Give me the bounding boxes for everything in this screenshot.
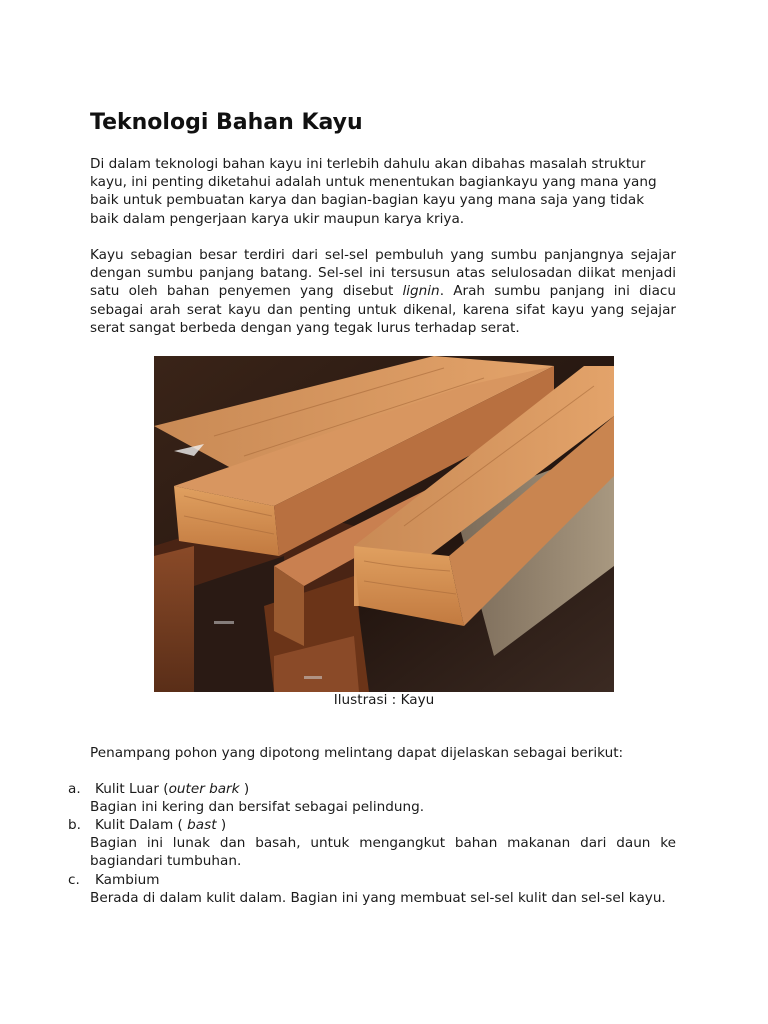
list-label-italic: bast	[187, 817, 217, 833]
page-title: Teknologi Bahan Kayu	[90, 110, 363, 135]
lignin-term: lignin	[402, 283, 440, 300]
list-label: Kulit Dalam (	[95, 817, 188, 833]
list-label: Kambium	[95, 872, 160, 888]
image-caption: Ilustrasi : Kayu	[333, 692, 435, 708]
list-item-description: Berada di dalam kulit dalam. Bagian ini yang membuat sel-sel kulit dan sel-sel kayu.	[90, 890, 666, 906]
list-item	[68, 816, 676, 834]
cross-section-intro: Penampang pohon yang dipotong melintang dapat dijelaskan sebagai berikut:	[90, 745, 624, 761]
list-label-italic: outer bark	[168, 781, 240, 797]
list-label: Kulit Luar (	[95, 781, 169, 797]
wood-structure-paragraph	[90, 246, 676, 337]
list-label-end: )	[216, 817, 227, 833]
list-label-end: )	[239, 781, 250, 797]
list-item-description: Bagian ini lunak dan basah, untuk mengangkut bahan makanan dari daun ke bagiandari tumbuhan.	[90, 835, 676, 870]
list-marker: a.	[68, 781, 81, 797]
list-item	[68, 871, 676, 889]
list-item	[68, 780, 676, 798]
paragraph-text-end: . Arah sumbu panjang ini diacu sebagai arah serat kayu dan penting untuk dikenal, karena sifat kayu yang sejajar serat sangat berbeda dengan yang tegak lurus terhadap serat.	[90, 283, 676, 336]
list-marker: b.	[68, 817, 81, 833]
wood-planks-photo	[154, 356, 614, 692]
list-item-description: Bagian ini kering dan bersifat sebagai pelindung.	[90, 799, 425, 815]
paragraph-text: Kayu sebagian besar terdiri dari sel-sel pembuluh yang sumbu panjangnya sejajar dengan sumbu panjang batang. Sel-sel ini tersusun atas selulosadan diikat menjadi satu oleh bahan penyemen yang disebut	[90, 247, 676, 300]
wood-planks-illustration	[154, 356, 614, 692]
list-marker: c.	[68, 872, 80, 888]
intro-paragraph: Di dalam teknologi bahan kayu ini terlebih dahulu akan dibahas masalah struktur kayu, ini penting diketahui adalah untuk menentukan bagiankayu yang mana yang baik untuk pembuatan karya dan bagian-bagian kayu yang mana saja yang tidak baik dalam pengerjaan karya ukir maupun karya kriya.	[90, 156, 657, 227]
